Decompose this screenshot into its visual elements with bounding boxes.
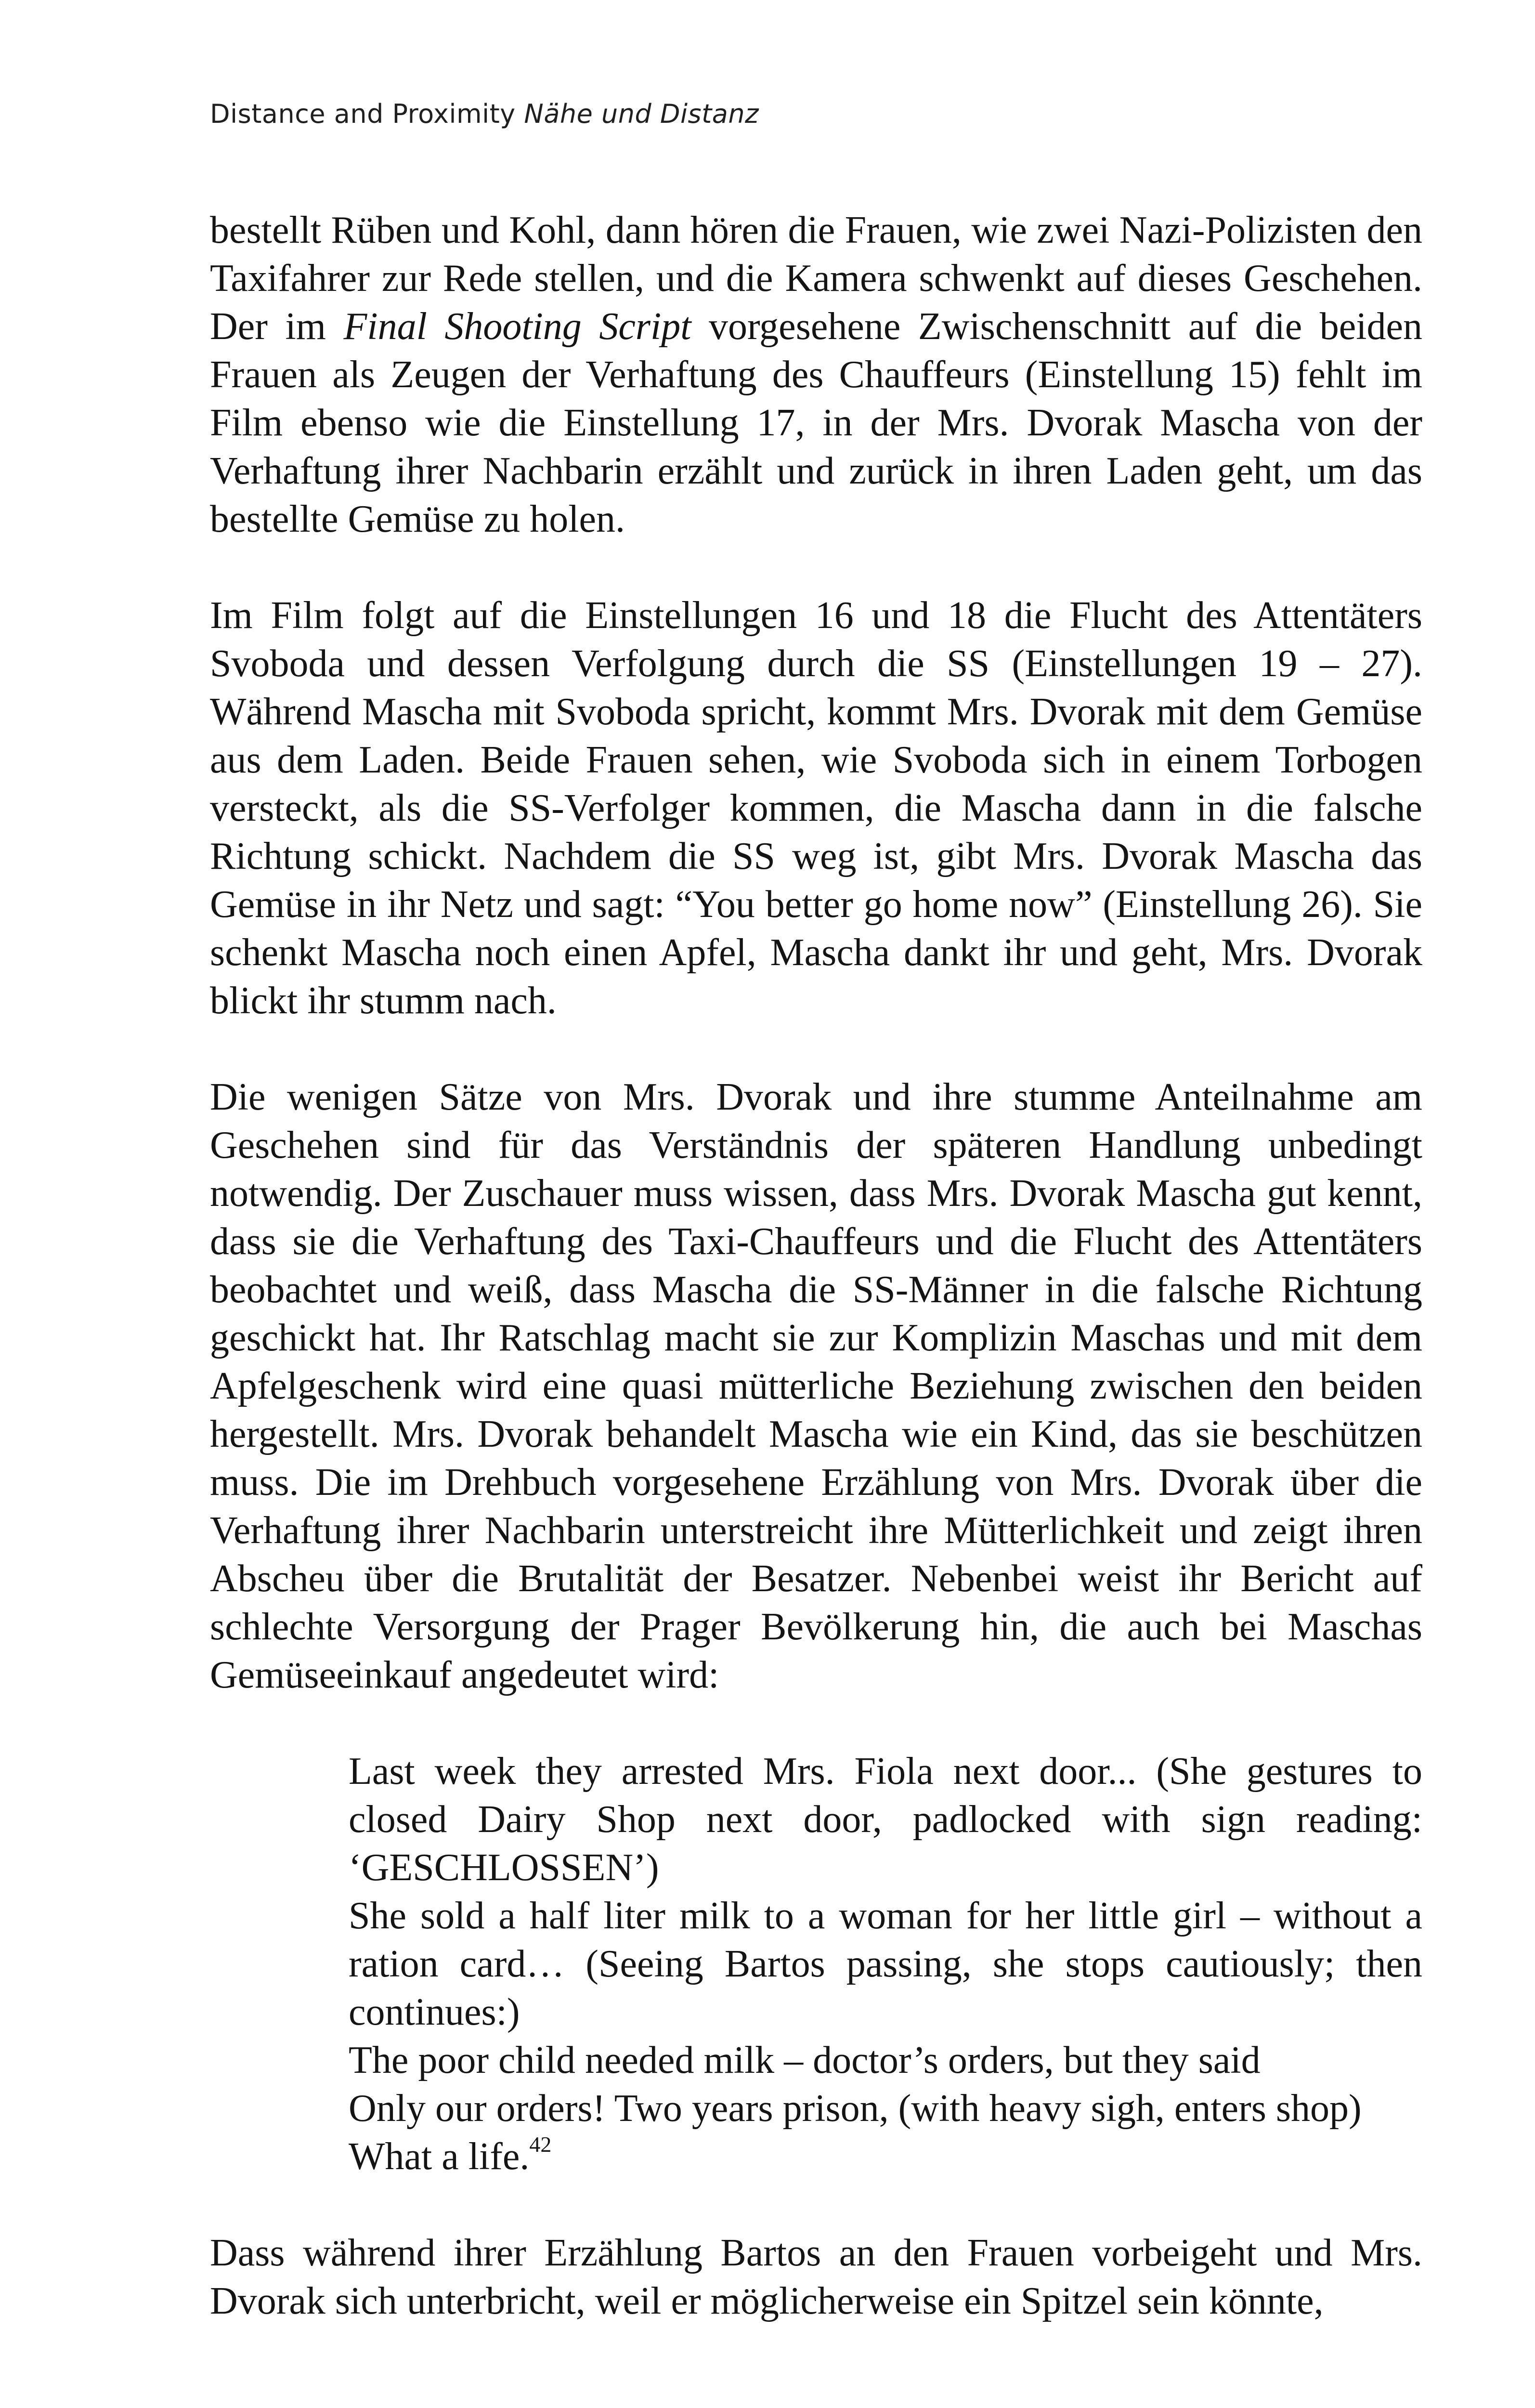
running-head-german: Nähe und Distanz [524, 99, 759, 129]
paragraph-2: Im Film folgt auf die Einstellungen 16 und 18 die Flucht des Attentäters Svoboda und dessen Verfolgung durch die SS (Einstellungen 19 – 27). Während Mascha mit Svoboda spricht, kommt Mrs. Dvorak mit dem Gemüse aus dem Laden. Beide Frauen sehen, wie Svoboda sich in einem Torbogen versteckt, als die SS-Verfolger kommen, die Mascha dann in die falsche Richtung schickt. Nachdem die SS weg ist, gibt Mrs. Dvorak Mascha das Gemüse in ihr Netz und sagt: “You better go home now” (Einstellung 26). Sie schenkt Mascha noch einen Apfel, Mascha dankt ihr und geht, Mrs. Dvorak blickt ihr stumm nach. [210, 594, 1422, 1022]
running-head-english: Distance and Proximity [210, 99, 516, 129]
paragraph-1-italic-title: Final Shooting Script [343, 305, 691, 348]
paragraph-1-part-b: vorgesehene Zwischenschnitt auf die beiden Frauen als Zeugen der Verhaftung des Chauffeurs (Einstellung 15) fehlt im Film ebenso wie die Einstellung 17, in der Mrs. Dvorak Mascha von der Verhaftung ihrer Nachbarin erzählt und zurück in ihren Laden geht, um das bestellte Gemüse zu holen. [210, 305, 1422, 540]
running-head [210, 101, 759, 127]
quote-line-5-text: What a life. [349, 2135, 530, 2178]
footnote-marker: 42 [529, 2132, 552, 2157]
quote-line-5 [349, 2133, 1422, 2181]
body-text [210, 206, 1422, 2325]
paragraph-3: Die wenigen Sätze von Mrs. Dvorak und ihre stumme Anteilnahme am Geschehen sind für das Verständnis der späteren Handlung unbedingt notwendig. Der Zuschauer muss wissen, dass Mrs. Dvorak Mascha gut kennt, dass sie die Verhaftung des Taxi-Chauffeurs und die Flucht des Attentäters beobachtet und weiß, dass Mascha die SS-Männer in die falsche Richtung geschickt hat. Ihr Ratschlag macht sie zur Komplizin Maschas und mit dem Apfelgeschenk wird eine quasi mütterliche Beziehung zwischen den beiden hergestellt. Mrs. Dvorak behandelt Mascha wie ein Kind, das sie beschützen muss. Die im Drehbuch vorgesehene Erzählung von Mrs. Dvorak über die Verhaftung ihrer Nachbarin unterstreicht ihre Mütterlichkeit und zeigt ihren Abscheu über die Brutalität der Besatzer. Nebenbei weist ihr Bericht auf schlechte Versorgung der Prager Bevölkerung hin, die auch bei Maschas Gemüseeinkauf angedeutet wird: [210, 1076, 1422, 1696]
paragraph-4: Dass während ihrer Erzählung Bartos an den Frauen vorbeigeht und Mrs. Dvorak sich unterbricht, weil er möglicherweise ein Spitzel sein könnte, [210, 2232, 1422, 2322]
quote-line-2: She sold a half liter milk to a woman for her little girl – without a ration card… (Seeing Bartos passing, she stops cautiously; then continues:) [349, 1895, 1422, 2033]
quote-line-1: Last week they arrested Mrs. Fiola next door... (She gestures to closed Dairy Shop next door, padlocked with sign reading: ‘GESCHLOSSEN’) [349, 1750, 1422, 1889]
quote-line-4: Only our orders! Two years prison, (with heavy sigh, enters shop) [349, 2087, 1362, 2130]
paragraph-1-part-a: bestellt Rüben und Kohl, dann hören die Frauen, wie zwei Nazi-Polizisten den Taxifahrer zur Rede stellen, und die Kamera schwenkt auf dieses Geschehen. Der im [210, 209, 1422, 348]
block-quote [210, 1747, 1422, 2181]
quote-line-3: The poor child needed milk – doctor’s orders, but they said [349, 2039, 1261, 2081]
paragraph-1 [210, 206, 1422, 543]
